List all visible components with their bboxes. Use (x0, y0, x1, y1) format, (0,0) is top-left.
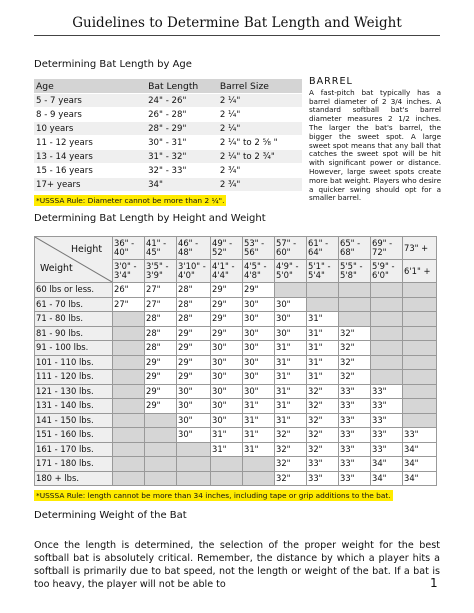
height-header-cell: 5'1" - 5'4" (307, 260, 339, 283)
bat-length-cell (211, 471, 243, 486)
bat-length-cell (403, 413, 437, 428)
bat-length-cell (145, 457, 177, 472)
bat-length-cell: 30" (243, 384, 275, 399)
section-heading-height-weight: Determining Bat Length by Height and Weight (34, 213, 266, 224)
bat-length-cell: 33" (371, 384, 403, 399)
weight-row (35, 355, 437, 370)
bat-length-cell (113, 341, 145, 356)
age-table-cell: 2 ¾" (218, 164, 302, 178)
bat-length-cell: 32" (339, 370, 371, 385)
bat-length-cell (113, 413, 145, 428)
bat-length-cell (113, 384, 145, 399)
bat-length-cell: 31" (211, 428, 243, 443)
age-table-header: Barrel Size (218, 79, 302, 94)
bat-length-cell: 32" (275, 457, 307, 472)
weight-row (35, 428, 437, 443)
bat-length-cell (275, 283, 307, 298)
bat-length-cell: 29" (145, 399, 177, 414)
bat-length-cell (403, 370, 437, 385)
age-table-header: Age (34, 79, 146, 94)
bat-length-cell (243, 457, 275, 472)
bat-length-cell: 29" (211, 283, 243, 298)
bat-length-cell: 31" (243, 442, 275, 457)
bat-length-cell: 30" (243, 297, 275, 312)
bat-length-cell: 30" (177, 428, 211, 443)
weight-row (35, 326, 437, 341)
bat-length-cell: 30" (243, 312, 275, 327)
height-header-cell: 69" - 72" (371, 237, 403, 260)
bat-length-cell (113, 471, 145, 486)
bat-length-cell: 34" (371, 471, 403, 486)
height-header-cell: 53" - 56" (243, 237, 275, 260)
age-table-cell: 11 - 12 years (34, 136, 146, 150)
bat-length-cell: 33" (339, 399, 371, 414)
bat-length-cell: 33" (371, 399, 403, 414)
age-table-row (34, 150, 302, 164)
height-header-cell: 6'1" + (403, 260, 437, 283)
weight-label-cell: 91 - 100 lbs. (35, 341, 113, 356)
age-table-cell: 13 - 14 years (34, 150, 146, 164)
age-table-cell: 32" - 33" (146, 164, 218, 178)
bat-length-cell: 32" (307, 428, 339, 443)
height-header-cell: 36" - 40" (113, 237, 145, 260)
weight-row (35, 471, 437, 486)
bat-length-cell: 30" (275, 297, 307, 312)
title-divider (34, 35, 440, 36)
weight-row (35, 283, 437, 298)
weight-label-cell: 151 - 160 lbs. (35, 428, 113, 443)
height-header-row (35, 237, 437, 260)
height-header-cell: 5'5" - 5'8" (339, 260, 371, 283)
bat-length-cell: 33" (403, 428, 437, 443)
height-header-cell: 5'9" - 6'0" (371, 260, 403, 283)
weight-label-cell: 121 - 130 lbs. (35, 384, 113, 399)
age-table-header-row (34, 79, 302, 94)
height-header-cell: 3'0" - 3'4" (113, 260, 145, 283)
length-rule-note: *USSSA Rule: length cannot be more than 34 inches, including tape or grip additions to the bat. (36, 491, 391, 500)
age-table-header: Bat Length (146, 79, 218, 94)
weight-label-cell: 81 - 90 lbs. (35, 326, 113, 341)
bat-length-cell: 30" (243, 370, 275, 385)
bat-length-cell: 33" (371, 428, 403, 443)
weight-label-cell: 131 - 140 lbs. (35, 399, 113, 414)
bat-length-cell (307, 297, 339, 312)
bat-length-cell: 31" (307, 355, 339, 370)
bat-length-cell (403, 283, 437, 298)
bat-length-cell (113, 312, 145, 327)
weight-row (35, 442, 437, 457)
bat-length-cell: 34" (403, 471, 437, 486)
bat-length-cell (113, 442, 145, 457)
bat-length-cell: 32" (307, 413, 339, 428)
weight-row (35, 384, 437, 399)
bat-length-cell (371, 355, 403, 370)
bat-length-cell (211, 457, 243, 472)
bat-length-cell: 29" (177, 370, 211, 385)
bat-length-cell (371, 312, 403, 327)
age-table-cell: 30" - 31" (146, 136, 218, 150)
bat-length-cell (371, 283, 403, 298)
age-table (34, 79, 302, 192)
bat-length-cell: 29" (211, 326, 243, 341)
bat-length-cell: 30" (211, 384, 243, 399)
bat-length-cell: 33" (339, 428, 371, 443)
bat-length-cell (145, 471, 177, 486)
bat-length-cell (177, 457, 211, 472)
bat-length-cell: 28" (145, 341, 177, 356)
bat-length-cell (403, 341, 437, 356)
weight-label-cell: 61 - 70 lbs. (35, 297, 113, 312)
age-table-cell: 24" - 26" (146, 94, 218, 108)
bat-length-cell: 31" (307, 312, 339, 327)
weight-row (35, 413, 437, 428)
height-header-cell: 49" - 52" (211, 237, 243, 260)
age-table-cell: 8 - 9 years (34, 108, 146, 122)
bat-length-cell: 28" (145, 312, 177, 327)
bat-length-cell: 32" (339, 355, 371, 370)
weight-label-cell: 101 - 110 lbs. (35, 355, 113, 370)
weight-row (35, 312, 437, 327)
weight-label: Weight (40, 263, 73, 274)
bat-length-cell (403, 297, 437, 312)
bat-length-cell: 34" (371, 457, 403, 472)
weight-label-cell: 60 lbs or less. (35, 283, 113, 298)
bat-length-cell: 33" (307, 457, 339, 472)
age-table-row (34, 122, 302, 136)
height-header-cell: 65" - 68" (339, 237, 371, 260)
bat-length-cell (177, 471, 211, 486)
bat-length-cell: 31" (275, 384, 307, 399)
bat-length-cell (371, 370, 403, 385)
bat-length-cell: 30" (243, 341, 275, 356)
bat-length-cell (403, 384, 437, 399)
bat-length-cell: 30" (243, 326, 275, 341)
bat-length-cell (177, 442, 211, 457)
bat-length-cell: 28" (177, 283, 211, 298)
weight-label-cell: 141 - 150 lbs. (35, 413, 113, 428)
bat-length-cell (307, 283, 339, 298)
height-header-cell: 41" - 45" (145, 237, 177, 260)
age-table-row (34, 178, 302, 192)
bat-length-cell: 26" (113, 283, 145, 298)
weight-row (35, 399, 437, 414)
bat-length-cell: 29" (211, 312, 243, 327)
weight-label-cell: 171 - 180 lbs. (35, 457, 113, 472)
diameter-rule-note: *USSSA Rule: Diameter cannot be more than 2 ¼". (36, 196, 225, 205)
bat-length-cell: 31" (307, 326, 339, 341)
bat-length-cell: 31" (275, 399, 307, 414)
height-header-cell: 4'5" - 4'8" (243, 260, 275, 283)
bat-length-cell: 34" (403, 442, 437, 457)
weight-label-cell: 71 - 80 lbs. (35, 312, 113, 327)
bat-length-cell: 30" (177, 399, 211, 414)
age-table-cell: 2 ¼" (218, 122, 302, 136)
height-weight-table (34, 236, 437, 486)
bat-length-cell: 30" (211, 341, 243, 356)
bat-length-cell: 30" (211, 413, 243, 428)
age-table-cell: 2 ¼" (218, 94, 302, 108)
age-table-cell: 2 ¼" to 2 ⁵⁄₈ " (218, 136, 302, 150)
height-header-cell: 4'1" - 4'4" (211, 260, 243, 283)
bat-length-cell: 30" (275, 326, 307, 341)
bat-length-cell (339, 312, 371, 327)
bat-length-cell (403, 355, 437, 370)
bat-length-cell: 30" (275, 312, 307, 327)
bat-length-cell: 29" (177, 326, 211, 341)
bat-length-cell: 29" (145, 384, 177, 399)
page-number: 1 (430, 576, 438, 590)
bat-length-cell: 31" (243, 413, 275, 428)
bat-length-cell: 33" (339, 384, 371, 399)
bat-length-cell (403, 326, 437, 341)
height-header-cell: 3'10" - 4'0" (177, 260, 211, 283)
age-table-cell: 28" - 29" (146, 122, 218, 136)
bat-length-cell: 31" (243, 428, 275, 443)
bat-length-cell (371, 326, 403, 341)
bat-length-cell: 31" (275, 341, 307, 356)
barrel-info (309, 78, 441, 203)
bat-length-cell: 32" (275, 442, 307, 457)
bat-length-cell: 32" (275, 428, 307, 443)
bat-length-cell: 33" (339, 457, 371, 472)
bat-length-cell: 32" (275, 471, 307, 486)
bat-length-cell: 29" (177, 341, 211, 356)
weight-label-cell: 180 + lbs. (35, 471, 113, 486)
bat-length-cell: 29" (145, 370, 177, 385)
age-table-cell: 15 - 16 years (34, 164, 146, 178)
bat-length-cell (145, 442, 177, 457)
bat-length-cell: 31" (307, 341, 339, 356)
bat-length-cell: 32" (307, 399, 339, 414)
bat-length-cell (113, 399, 145, 414)
bat-length-cell: 30" (177, 413, 211, 428)
bat-length-cell: 33" (339, 413, 371, 428)
bat-length-cell: 33" (371, 442, 403, 457)
age-table-row (34, 136, 302, 150)
bat-length-cell: 33" (339, 471, 371, 486)
height-header-cell: 57" - 60" (275, 237, 307, 260)
section-heading-age: Determining Bat Length by Age (34, 59, 192, 70)
bat-length-cell: 29" (177, 355, 211, 370)
bat-length-cell (145, 428, 177, 443)
bat-length-cell: 28" (177, 312, 211, 327)
bat-length-cell: 30" (243, 355, 275, 370)
bat-length-cell: 29" (211, 297, 243, 312)
height-header-cell: 61" - 64" (307, 237, 339, 260)
bat-length-cell: 30" (211, 370, 243, 385)
weight-row (35, 370, 437, 385)
bat-length-cell: 27" (145, 283, 177, 298)
bat-length-cell (113, 370, 145, 385)
age-table-row (34, 108, 302, 122)
age-table-cell: 2 ¾" (218, 178, 302, 192)
age-table-row (34, 94, 302, 108)
bat-length-cell: 31" (243, 399, 275, 414)
bat-length-cell: 33" (307, 471, 339, 486)
bat-length-cell (339, 283, 371, 298)
bat-length-cell (113, 457, 145, 472)
weight-body-text: Once the length is determined, the selection of the proper weight for the best softball bat is absolutely critical. Remember, the distance by which a player hits a softball is primarily due to bat speed, not the length or weight of the bat. If a bat is too heavy, the player will not be able to (34, 540, 440, 590)
bat-length-cell (339, 297, 371, 312)
bat-length-cell: 33" (339, 442, 371, 457)
height-header-cell: 4'9" - 5'0" (275, 260, 307, 283)
weight-label-cell: 111 - 120 lbs. (35, 370, 113, 385)
barrel-text: A fast-pitch bat typically has a barrel diameter of 2 3/4 inches. A standard softball bat's barrel diameter measures 2 1/2 inches. The larger the bat's barrel, the bigger the sweet spot. A large sweet spot means that any ball that catches the sweet spot will be hit with significant power or distance. However, large sweet spots create more bat weight. Players who desire a quicker swing should opt for a smaller barrel. (309, 87, 441, 203)
bat-length-cell: 27" (113, 297, 145, 312)
height-label: Height (71, 244, 102, 255)
bat-length-cell: 28" (177, 297, 211, 312)
page-title: Guidelines to Determine Bat Length and Weight (72, 15, 402, 31)
age-table-cell: 2 ¼" to 2 ¾" (218, 150, 302, 164)
bat-length-cell (371, 297, 403, 312)
bat-length-cell: 30" (211, 355, 243, 370)
age-table-cell: 26" - 28" (146, 108, 218, 122)
bat-length-cell (403, 399, 437, 414)
bat-length-cell (113, 326, 145, 341)
weight-row (35, 297, 437, 312)
height-header-cell: 3'5" - 3'9" (145, 260, 177, 283)
bat-length-cell: 31" (275, 355, 307, 370)
bat-length-cell: 33" (371, 413, 403, 428)
bat-length-cell: 31" (211, 442, 243, 457)
bat-length-cell: 28" (145, 326, 177, 341)
bat-length-cell (371, 341, 403, 356)
section-heading-weight: Determining Weight of the Bat (34, 510, 187, 521)
height-weight-corner (35, 237, 113, 283)
bat-length-cell: 34" (403, 457, 437, 472)
bat-length-cell: 32" (339, 326, 371, 341)
bat-length-cell: 31" (275, 413, 307, 428)
weight-row (35, 457, 437, 472)
bat-length-cell: 31" (275, 370, 307, 385)
bat-length-cell: 30" (211, 399, 243, 414)
bat-length-cell: 32" (339, 341, 371, 356)
height-header-cell: 46" - 48" (177, 237, 211, 260)
bat-length-cell: 29" (145, 355, 177, 370)
age-table-cell: 10 years (34, 122, 146, 136)
bat-length-cell: 32" (307, 442, 339, 457)
barrel-heading: BARREL (309, 76, 353, 87)
age-table-row (34, 164, 302, 178)
age-table-cell: 5 - 7 years (34, 94, 146, 108)
bat-length-cell (403, 312, 437, 327)
bat-length-cell (145, 413, 177, 428)
age-table-cell: 17+ years (34, 178, 146, 192)
age-table-cell: 31" - 32" (146, 150, 218, 164)
weight-row (35, 341, 437, 356)
bat-length-cell: 29" (243, 283, 275, 298)
bat-length-cell: 32" (307, 384, 339, 399)
weight-label-cell: 161 - 170 lbs. (35, 442, 113, 457)
age-table-cell: 34" (146, 178, 218, 192)
bat-length-cell: 27" (145, 297, 177, 312)
bat-length-cell (113, 355, 145, 370)
height-header-cell: 73" + (403, 237, 437, 260)
bat-length-cell: 31" (307, 370, 339, 385)
age-table-cell: 2 ¼" (218, 108, 302, 122)
bat-length-cell (113, 428, 145, 443)
bat-length-cell: 30" (177, 384, 211, 399)
bat-length-cell (243, 471, 275, 486)
